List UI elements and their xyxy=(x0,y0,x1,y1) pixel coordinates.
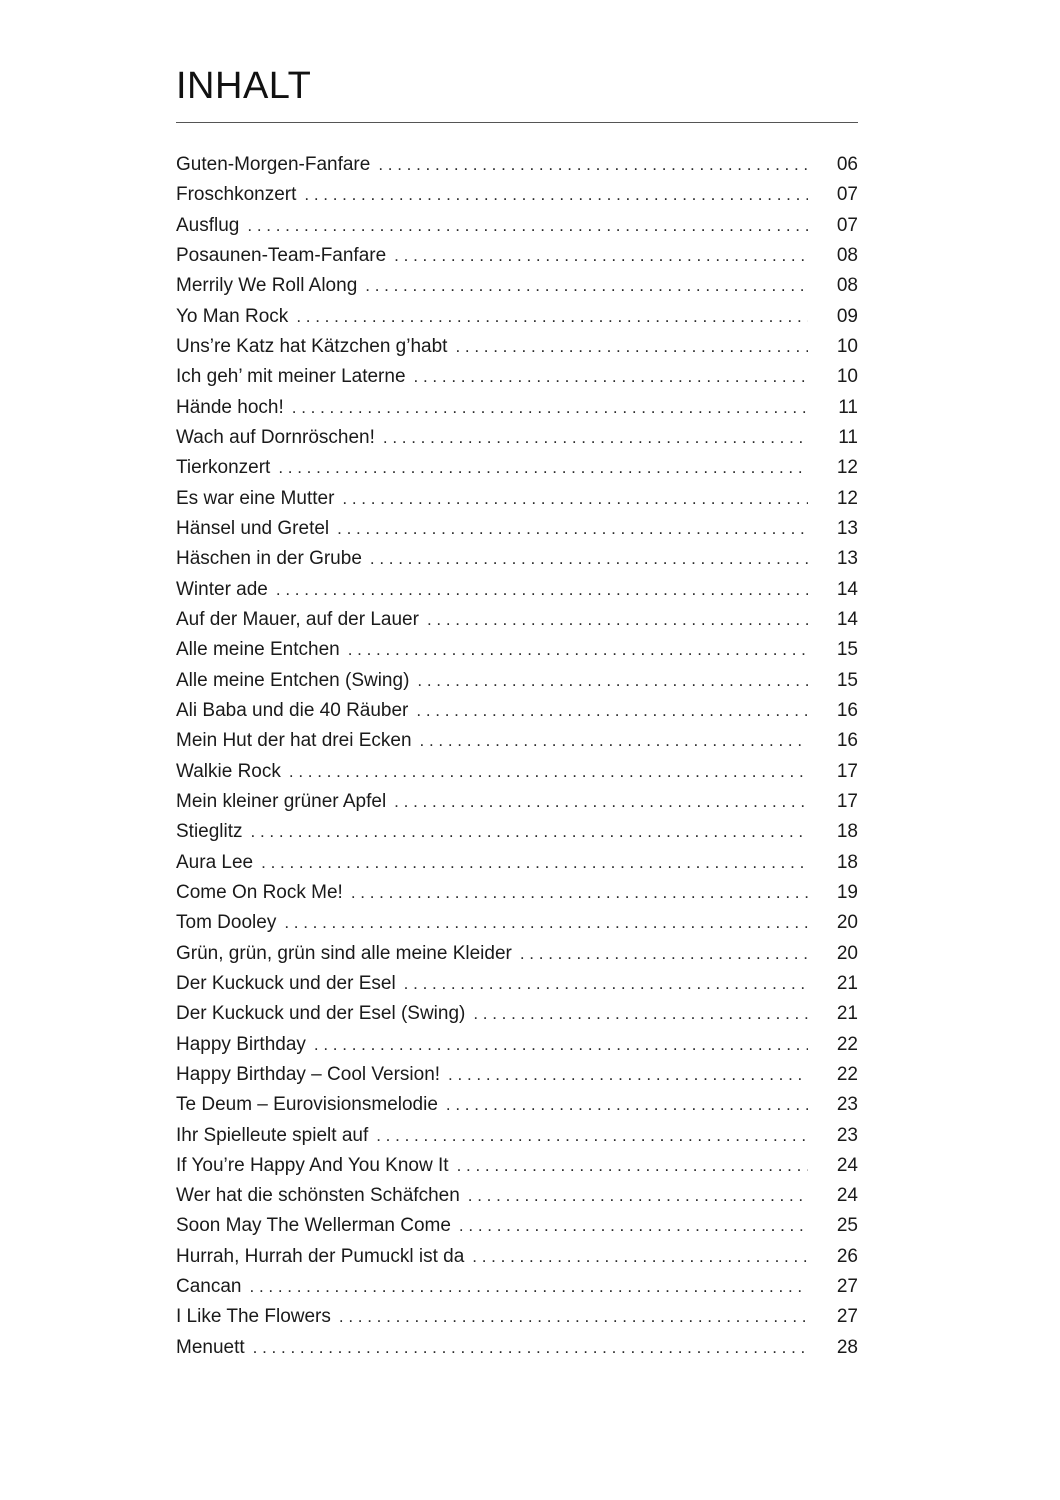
document-page xyxy=(176,0,858,1500)
toc-entry-title: Stieglitz xyxy=(176,821,243,843)
dot-leader xyxy=(459,1211,808,1241)
toc-entry-page-number: 21 xyxy=(836,972,858,994)
toc-entry-page-number: 17 xyxy=(836,760,858,782)
toc-entry-page-number: 27 xyxy=(836,1306,858,1328)
toc-entry-page-number: 14 xyxy=(836,608,858,630)
toc-entry-title: Auf der Mauer, auf der Lauer xyxy=(176,608,419,630)
toc-entry xyxy=(176,453,858,483)
toc-entry-page-number: 09 xyxy=(836,305,858,327)
toc-entry-page-number: 13 xyxy=(836,548,858,570)
toc-entry-page-number: 12 xyxy=(836,457,858,479)
toc-entry-page-number: 08 xyxy=(836,244,858,266)
toc-entry-title: Häschen in der Grube xyxy=(176,548,362,570)
toc-entry-title: Hänsel und Gretel xyxy=(176,517,330,539)
dot-leader xyxy=(314,1030,808,1060)
toc-entry xyxy=(176,211,858,241)
toc-entry xyxy=(176,1181,858,1211)
toc-entry xyxy=(176,878,858,908)
toc-entry xyxy=(176,271,858,301)
toc-entry-page-number: 24 xyxy=(836,1154,858,1176)
toc-entry xyxy=(176,605,858,635)
dot-leader xyxy=(284,908,808,938)
toc-entry-title: Yo Man Rock xyxy=(176,305,289,327)
dot-leader xyxy=(304,180,808,210)
toc-entry-page-number: 11 xyxy=(838,426,858,448)
dot-leader xyxy=(446,1090,808,1120)
dot-leader xyxy=(370,544,808,574)
toc-entry-title: Hurrah, Hurrah der Pumuckl ist da xyxy=(176,1245,465,1267)
toc-entry-page-number: 15 xyxy=(836,669,858,691)
toc-entry-page-number: 18 xyxy=(836,851,858,873)
dot-leader xyxy=(250,1272,809,1302)
dot-leader xyxy=(247,211,808,241)
toc-entry-title: Alle meine Entchen (Swing) xyxy=(176,669,410,691)
toc-entry-page-number: 23 xyxy=(836,1124,858,1146)
toc-entry xyxy=(176,362,858,392)
toc-entry-title: Tom Dooley xyxy=(176,912,277,934)
toc-entry xyxy=(176,1272,858,1302)
toc-entry xyxy=(176,514,858,544)
toc-entry-title: Cancan xyxy=(176,1276,242,1298)
toc-entry xyxy=(176,1333,858,1363)
toc-entry-page-number: 06 xyxy=(836,154,858,175)
toc-entry-title: Ihr Spielleute spielt auf xyxy=(176,1124,369,1146)
toc-entry-title: I Like The Flowers xyxy=(176,1306,331,1328)
dot-leader xyxy=(417,666,808,696)
toc-entry-page-number: 07 xyxy=(836,214,858,236)
toc-entry-page-number: 21 xyxy=(836,1003,858,1025)
dot-leader xyxy=(289,757,808,787)
toc-entry xyxy=(176,1151,858,1181)
toc-entry-title: Uns’re Katz hat Kätzchen g’habt xyxy=(176,335,448,357)
dot-leader xyxy=(427,605,808,635)
toc-entry-title: Ausflug xyxy=(176,214,240,236)
toc-entry-title: Ali Baba und die 40 Räuber xyxy=(176,699,409,721)
toc-entry xyxy=(176,787,858,817)
toc-entry xyxy=(176,726,858,756)
toc-entry-page-number: 15 xyxy=(836,639,858,661)
dot-leader xyxy=(348,635,808,665)
dot-leader xyxy=(416,696,808,726)
toc-entry-page-number: 22 xyxy=(836,1063,858,1085)
dot-leader xyxy=(455,332,808,362)
toc-entry-title: Hände hoch! xyxy=(176,396,284,418)
toc-entry-title: Te Deum – Eurovisionsmelodie xyxy=(176,1094,438,1116)
toc-entry-page-number: 10 xyxy=(836,335,858,357)
toc-entry xyxy=(176,696,858,726)
toc-entry-page-number: 16 xyxy=(836,699,858,721)
toc-entry-page-number: 24 xyxy=(836,1185,858,1207)
dot-leader xyxy=(337,514,808,544)
page-title: INHALT xyxy=(176,65,312,107)
toc-entry-page-number: 25 xyxy=(836,1215,858,1237)
toc-entry xyxy=(176,1060,858,1090)
toc-entry xyxy=(176,332,858,362)
dot-leader xyxy=(276,575,808,605)
toc-entry-title: If You’re Happy And You Know It xyxy=(176,1154,449,1176)
toc-entry xyxy=(176,575,858,605)
toc-entry-page-number: 20 xyxy=(836,912,858,934)
toc-entry-title: Merrily We Roll Along xyxy=(176,275,358,297)
toc-entry-title: Come On Rock Me! xyxy=(176,881,343,903)
toc-entry-title: Menuett xyxy=(176,1336,245,1358)
toc-entry-page-number: 19 xyxy=(836,881,858,903)
toc-entry xyxy=(176,1090,858,1120)
toc-entry-page-number: 11 xyxy=(838,396,858,418)
toc-entry xyxy=(176,1242,858,1272)
toc-entry-page-number: 08 xyxy=(836,275,858,297)
toc-entry-title: Soon May The Wellerman Come xyxy=(176,1215,451,1237)
toc-entry-title: Happy Birthday – Cool Version! xyxy=(176,1063,441,1085)
dot-leader xyxy=(365,271,808,301)
toc-entry-title: Posaunen-Team-Fanfare xyxy=(176,244,387,266)
toc-entry-title: Winter ade xyxy=(176,578,268,600)
dot-leader xyxy=(473,999,808,1029)
toc-entry-title: Der Kuckuck und der Esel (Swing) xyxy=(176,1003,466,1025)
dot-leader xyxy=(342,484,808,514)
dot-leader xyxy=(278,453,808,483)
toc-entry-page-number: 26 xyxy=(836,1245,858,1267)
toc-entry xyxy=(176,1302,858,1332)
toc-entry-page-number: 16 xyxy=(836,730,858,752)
toc-entry-page-number: 13 xyxy=(836,517,858,539)
toc-entry-title: Mein kleiner grüner Apfel xyxy=(176,790,387,812)
toc-entry xyxy=(176,484,858,514)
toc-entry xyxy=(176,393,858,423)
dot-leader xyxy=(351,878,808,908)
toc-entry-title: Der Kuckuck und der Esel xyxy=(176,972,396,994)
toc-entry-title: Aura Lee xyxy=(176,851,254,873)
toc-entry-page-number: 14 xyxy=(836,578,858,600)
toc-entry-title: Walkie Rock xyxy=(176,760,281,782)
dot-leader xyxy=(394,787,808,817)
toc-entry xyxy=(176,544,858,574)
toc-entry xyxy=(176,1211,858,1241)
dot-leader xyxy=(296,302,808,332)
toc-entry xyxy=(176,908,858,938)
toc-entry-title: Grün, grün, grün sind alle meine Kleider xyxy=(176,942,512,964)
toc-entry-title: Ich geh’ mit meiner Laterne xyxy=(176,366,406,388)
dot-leader xyxy=(420,726,808,756)
dot-leader xyxy=(520,939,808,969)
dot-leader xyxy=(414,362,808,392)
toc-entry-page-number: 23 xyxy=(836,1094,858,1116)
toc-entry-page-number: 10 xyxy=(836,366,858,388)
dot-leader xyxy=(292,393,808,423)
toc-entry-page-number: 07 xyxy=(836,184,858,206)
toc-entry-title: Froschkonzert xyxy=(176,184,297,206)
toc-entry xyxy=(176,848,858,878)
dot-leader xyxy=(448,1060,808,1090)
toc-entry-page-number: 18 xyxy=(836,821,858,843)
toc-entry xyxy=(176,302,858,332)
dot-leader xyxy=(261,848,808,878)
dot-leader xyxy=(339,1302,808,1332)
title-divider xyxy=(176,122,858,123)
toc-entry xyxy=(176,1121,858,1151)
dot-leader xyxy=(376,1121,808,1151)
toc-entry-title: Wach auf Dornröschen! xyxy=(176,426,375,448)
toc-entry xyxy=(176,757,858,787)
toc-entry-title: Wer hat die schönsten Schäfchen xyxy=(176,1185,460,1207)
table-of-contents xyxy=(176,150,858,1363)
toc-entry xyxy=(176,423,858,453)
dot-leader xyxy=(378,150,808,180)
toc-entry-title: Happy Birthday xyxy=(176,1033,306,1055)
dot-leader xyxy=(472,1242,808,1272)
toc-entry-title: Guten-Morgen-Fanfare xyxy=(176,154,371,175)
toc-entry-page-number: 12 xyxy=(836,487,858,509)
toc-entry-page-number: 17 xyxy=(836,790,858,812)
dot-leader xyxy=(253,1333,808,1363)
toc-entry xyxy=(176,180,858,210)
dot-leader xyxy=(404,969,808,999)
toc-entry-title: Mein Hut der hat drei Ecken xyxy=(176,730,412,752)
dot-leader xyxy=(468,1181,808,1211)
toc-entry xyxy=(176,241,858,271)
toc-entry-page-number: 20 xyxy=(836,942,858,964)
toc-entry xyxy=(176,939,858,969)
toc-entry-title: Alle meine Entchen xyxy=(176,639,340,661)
toc-entry-page-number: 28 xyxy=(836,1336,858,1358)
dot-leader xyxy=(251,817,808,847)
toc-entry-title: Es war eine Mutter xyxy=(176,487,335,509)
toc-entry xyxy=(176,150,858,180)
toc-entry xyxy=(176,999,858,1029)
toc-entry-title: Tierkonzert xyxy=(176,457,271,479)
toc-entry-page-number: 22 xyxy=(836,1033,858,1055)
dot-leader xyxy=(457,1151,808,1181)
toc-entry xyxy=(176,1030,858,1060)
toc-entry xyxy=(176,635,858,665)
toc-entry xyxy=(176,817,858,847)
dot-leader xyxy=(394,241,808,271)
toc-entry xyxy=(176,666,858,696)
dot-leader xyxy=(383,423,808,453)
toc-entry xyxy=(176,969,858,999)
toc-entry-page-number: 27 xyxy=(836,1276,858,1298)
